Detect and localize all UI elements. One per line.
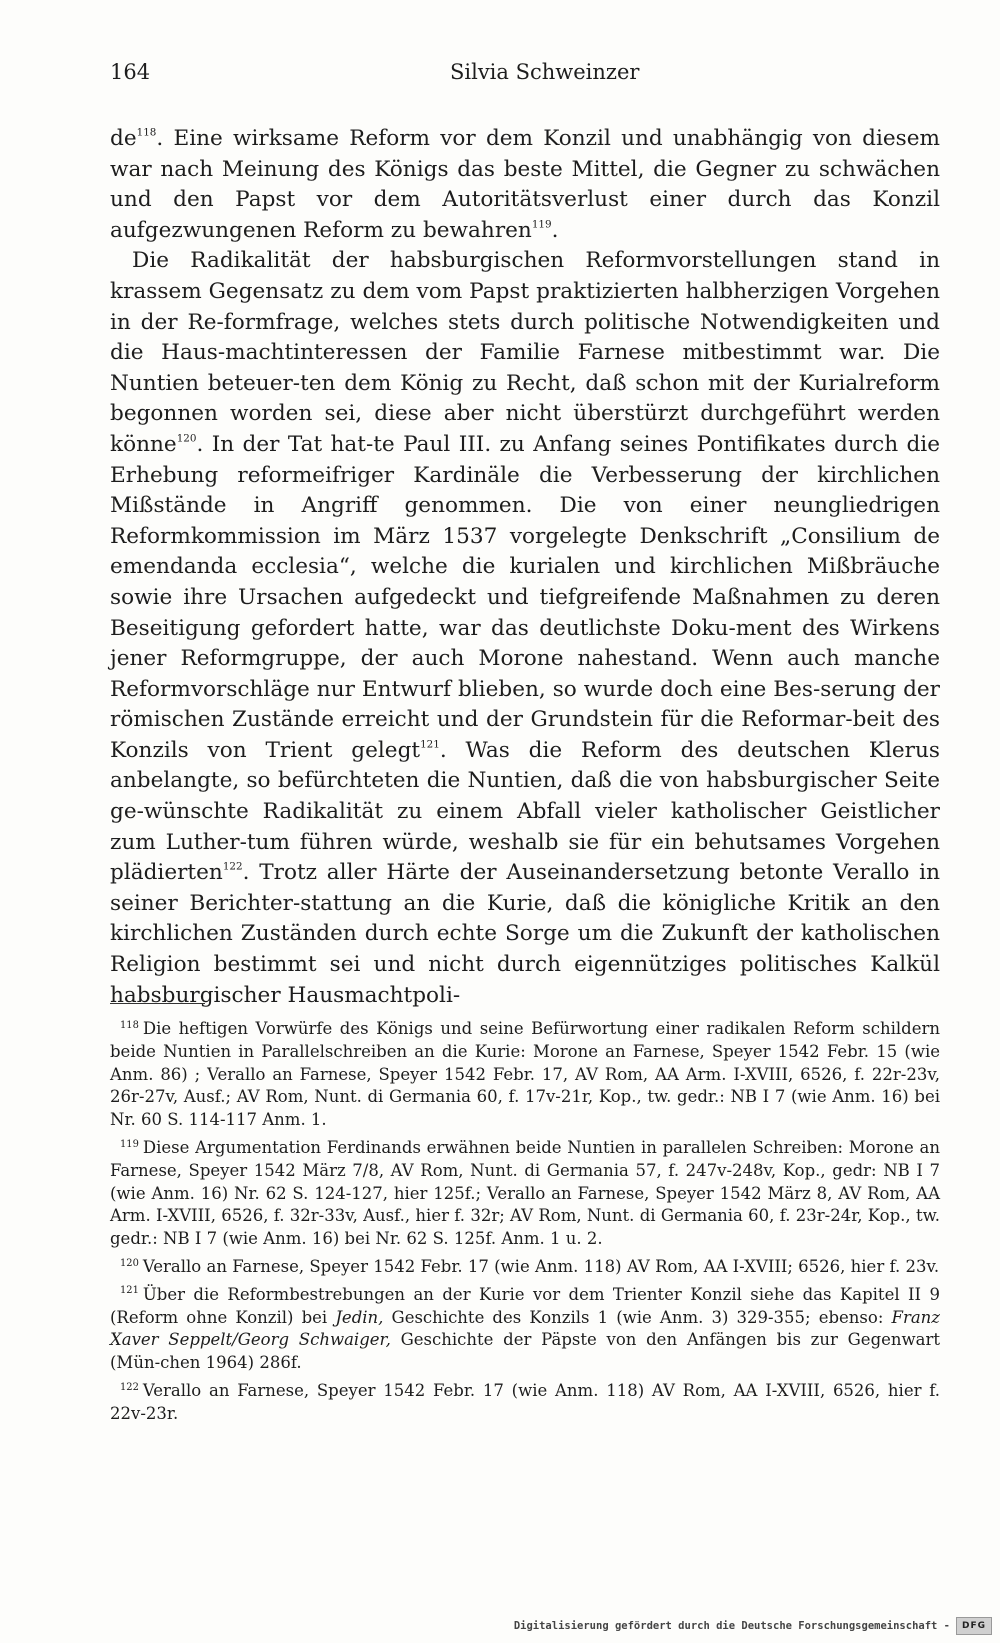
footnote-ref: 118 (136, 126, 157, 139)
italic-text: Jedin, (335, 1307, 384, 1327)
text-run: Über die Reformbestrebungen an der Kurie vor dem Trienter Konzil siehe das Kapitel II 9 (Reform ohne Konzil) bei (110, 1284, 940, 1327)
footnote-number: 121 (120, 1285, 139, 1297)
text-run: Verallo an Farnese, Speyer 1542 Febr. 17 (wie Anm. 118) AV Rom, AA I-XVIII, 6526, hier f. 22v-23r. (110, 1380, 940, 1423)
footnote-ref: 122 (222, 860, 243, 873)
text-run: Verallo an Farnese, Speyer 1542 Febr. 17 (wie Anm. 118) AV Rom, AA I-XVIII; 6526, hier f. 23v. (142, 1256, 940, 1276)
text-run: . (551, 217, 559, 243)
running-title: Silvia Schweinzer (450, 60, 640, 84)
italic-text: Franz Xaver Seppelt/Georg Schwaiger, (110, 1307, 940, 1350)
text-run: . Trotz aller Härte der Auseinandersetzung betonte Verallo in seiner Berichter-stattung an die Kurie, daß die königliche Kritik an den kirchlichen Zuständen durch echte Sorge um die Zukunft der katholischen Religion bestimmt sei und nicht durch eigennütziges politisches Kalkül habsburgischer Hausmachtpoli- (110, 860, 940, 1008)
running-head (110, 60, 935, 100)
text-run: Die Radikalität der habsburgischen Reformvorstellungen stand in krassem Gegensatz zu dem vom Papst praktizierten halbherzigen Vorgehen in der Re-formfrage, welches stets durch politische Notwendigkeiten und die Haus-machtinteressen der Familie Farnese mitbestimmt war. Die Nuntien beteuer-ten dem König zu Recht, daß schon mit der Kurialreform begonnen worden sei, diese aber nicht überstürzt durchgeführt werden könne (110, 248, 940, 457)
footnote-number: 118 (120, 1019, 139, 1031)
text-run: . In der Tat hat-te Paul III. zu Anfang seines Pontifikates durch die Erhebung reformeifriger Kardinäle die Verbesserung der kirchlichen Mißstände in Angriff genommen. Die von einer neungliedrigen Reformkommission im März 1537 vorgelegte Denkschrift „Consilium de emendanda ecclesia“, welche die kurialen und kirchlichen Mißbräuche sowie ihre Ursachen aufgedeckt und tiefgreifende Maßnahmen zu deren Beseitigung gefordert hatte, war das deutlichste Doku-ment des Wirkens jener Reformgruppe, der auch Morone nahestand. Wenn auch manche Reformvorschläge nur Entwurf blieben, so wurde doch eine Bes-serung der römischen Zustände erreicht und der Grundstein für die Reformar-beit des Konzils von Trient gelegt (110, 431, 940, 763)
text-run: Geschichte des Konzils 1 (wie Anm. 3) 329-355; ebenso: (383, 1307, 892, 1327)
text-run: . Was die Reform des deutschen Klerus anbelangte, so befürchteten die Nuntien, daß die von habsburgischer Seite ge-wünschte Radikalität zu einem Abfall vieler katholischer Geistlicher zum Luther-tum führen würde, weshalb sie für ein behutsames Vorgehen plädierten (110, 737, 940, 886)
digitization-note (514, 1615, 992, 1637)
footnote-ref: 120 (176, 432, 197, 445)
digitization-note-text: Digitalisierung gefördert durch die Deutsche Forschungsgemeinschaft - (513, 1620, 950, 1632)
text-run: de (110, 126, 137, 151)
paragraph-1 (110, 124, 940, 246)
footnote-ref: 121 (420, 738, 440, 751)
footnote-121 (110, 1284, 940, 1375)
text-run: . Eine wirksame Reform vor dem Konzil und unabhängig von diesem war nach Meinung des Königs das beste Mittel, die Gegner zu schwächen und den Papst vor dem Autoritätsverlust einer durch das Konzil aufgezwungenen Reform zu bewahren (110, 126, 940, 243)
footnote-ref: 119 (531, 218, 552, 231)
footnote-120 (110, 1256, 940, 1279)
footnotes (110, 1018, 940, 1431)
body-text (110, 124, 940, 1011)
dfg-logo-icon: DFG (956, 1617, 992, 1635)
footnote-118 (110, 1018, 940, 1132)
page-number: 164 (110, 60, 151, 84)
text-run: Geschichte der Päpste von den Anfängen bis zur Gegenwart (Mün-chen 1964) 286f. (110, 1330, 941, 1373)
text-run: Diese Argumentation Ferdinands erwähnen beide Nuntien in parallelen Schreiben: Morone an Farnese, Speyer 1542 März 7/8, AV Rom, Nunt. di Germania 57, f. 247v-248v, Kop., gedr: NB I 7 (wie Anm. 16) Nr. 62 S. 124-127, hier 125f.; Verallo an Farnese, Speyer 1542 März 8, AV Rom, AA Arm. I-XVIII, 6526, f. 32r-33v, Ausf., hier f. 32r; AV Rom, Nunt. di Germania 60, f. 23r-24r, Kop., tw. gedr.: NB I 7 (wie Anm. 16) bei Nr. 62 S. 125f. Anm. 1 u. 2. (110, 1137, 940, 1249)
footnote-rule (110, 1003, 205, 1004)
footnote-122 (110, 1380, 940, 1426)
footnote-number: 119 (120, 1138, 139, 1150)
text-run: Die heftigen Vorwürfe des Königs und seine Befürwortung einer radikalen Reform schildern beide Nuntien in Parallelschreiben an die Kurie: Morone an Farnese, Speyer 1542 Febr. 15 (wie Anm. 86) ; Verallo an Farnese, Speyer 1542 Febr. 17, AV Rom, AA Arm. I-XVIII, 6526, f. 22r-23v, 26r-27v, Ausf.; AV Rom, Nunt. di Germania 60, f. 17v-21r, Kop., tw. gedr.: NB I 7 (wie Anm. 16) bei Nr. 60 S. 114-117 Anm. 1. (110, 1019, 940, 1130)
footnote-119 (110, 1137, 940, 1251)
paragraph-2 (110, 246, 940, 1011)
footnote-number: 120 (120, 1257, 139, 1269)
footnote-number: 122 (120, 1381, 139, 1393)
